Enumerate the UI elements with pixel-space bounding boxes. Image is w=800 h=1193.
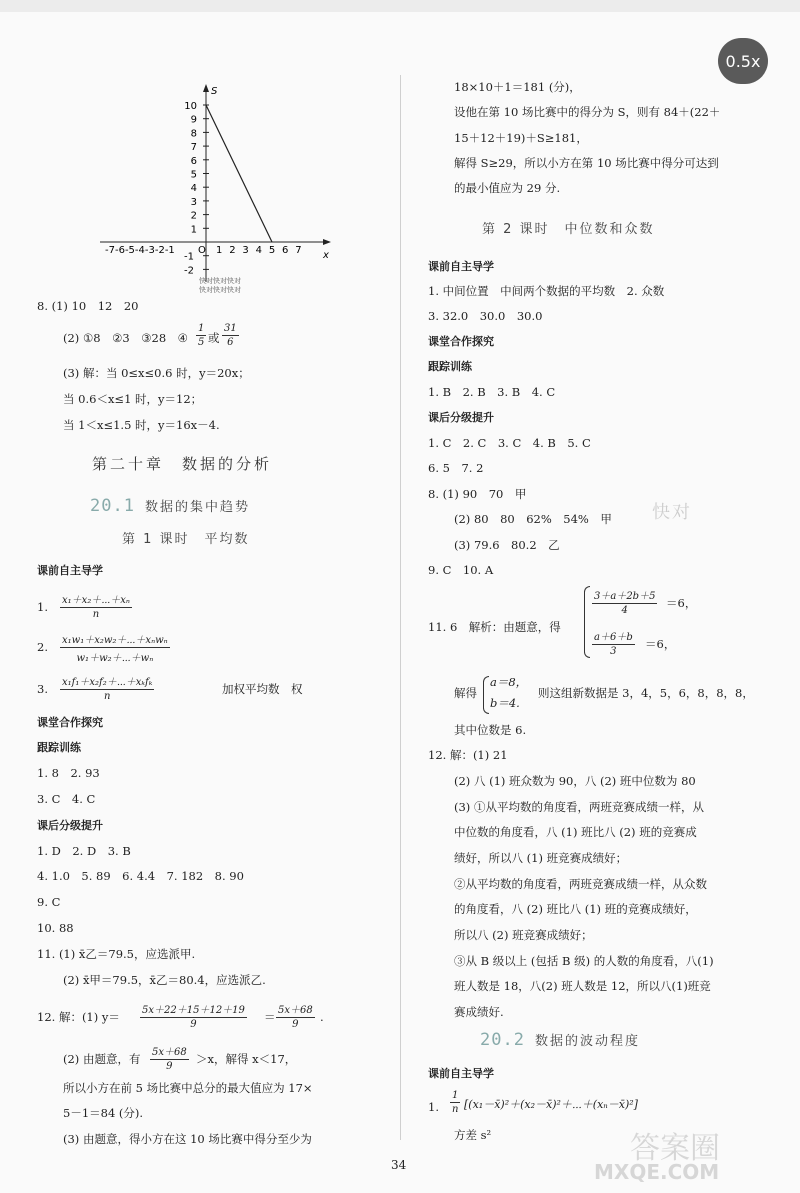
equals-sign: ＝ <box>264 1010 276 1024</box>
period: . <box>320 1010 324 1024</box>
right-line-5: 的最小值应为 29 分. <box>454 181 561 195</box>
watermark-site: MXQE.COM <box>594 1160 720 1184</box>
solution-brace <box>483 676 489 714</box>
x-tick-label: 4 <box>255 245 262 256</box>
after-answers-r3: 8. (1) 90 70 甲 <box>428 487 527 501</box>
y-tick-label: 4 <box>190 183 197 195</box>
variance-term: 方差 s² <box>454 1128 492 1142</box>
fraction-y-simplified: $\frac{5x+68}{9}$ <box>276 1001 315 1030</box>
answer-12-r-5: 绩好，所以八 (1) 班竞赛成绩好； <box>454 851 628 865</box>
p3-tail: 加权平均数 权 <box>222 682 303 696</box>
x-tick-label: 3 <box>242 245 249 256</box>
answer-8-3: (3) 解：当 0≤x≤0.6 时，y＝20x； <box>63 366 250 380</box>
after-answers-3: 9. C <box>37 895 61 909</box>
section-title-20-1: 20.1 数据的集中趋势 <box>90 496 250 516</box>
answer-11-head: 11. 6 解析：由题意，得 <box>428 620 561 634</box>
solution-a: a＝8， <box>490 675 528 689</box>
after-answers-2: 4. 1.0 5. 89 6. 4.4 7. 182 8. 90 <box>37 869 244 883</box>
answer-12-3-line1: (3) 由题意，得小方在这 10 场比赛中得分至少为 <box>63 1132 312 1146</box>
answer-11-median: 其中位数是 6. <box>454 723 527 737</box>
after-answers-6: (2) x̄甲＝79.5，x̄乙＝80.4，应选派乙. <box>63 973 266 987</box>
answer-11-solve: 解得 <box>454 686 477 700</box>
pre-answers-2: 3. 32.0 30.0 30.0 <box>428 309 543 323</box>
watermark-daan: 答案圈 <box>630 1131 720 1166</box>
y-tick-label: 10 <box>184 101 197 112</box>
after-answers-1: 1. D 2. D 3. B <box>37 844 131 858</box>
pre-answers-1: 1. 中间位置 中间两个数据的平均数 2. 众数 <box>428 284 665 298</box>
fraction-y-expression: $\frac{5x+22+15+12+19}{9}$ <box>140 1001 247 1030</box>
fraction-1-5: $\frac{1}{5}$ <box>198 323 205 348</box>
heading-tracking-2: 跟踪训练 <box>428 360 472 373</box>
equation-1-fraction: $\frac{3+a+2b+5}{4}$ <box>592 587 657 616</box>
right-line-4: 解得 S≥29，所以小方在第 10 场比赛中得分可达到 <box>454 156 719 170</box>
x-tick-label: 7 <box>295 245 302 256</box>
lesson-title-2: 第 2 课时 中位数和众数 <box>482 222 655 237</box>
equation-1-rhs: ＝6， <box>666 596 697 610</box>
lesson-title-1: 第 1 课时 平均数 <box>122 532 250 547</box>
heading-after-class: 课后分级提升 <box>37 819 103 832</box>
answer-12-head: 12. 解：(1) y＝ <box>37 1010 120 1024</box>
formula-mean: $\frac{\text{x₁＋x₂＋⋯＋xₙ}}{n}$ <box>60 591 132 620</box>
top-bar <box>0 0 800 12</box>
answer-8-2-or: 或 <box>208 331 220 345</box>
answer-11-tail: 则这组新数据是 3，4，5，6，8，8，8， <box>538 686 754 700</box>
fraction-31-6: $\frac{31}{6}$ <box>224 323 237 348</box>
after-answers-r5: (3) 79.6 80.2 乙 <box>454 538 560 552</box>
y-tick-label: -1 <box>184 251 194 263</box>
watermark-text: 快对快对快对 <box>199 286 241 294</box>
right-line-3: 15＋12＋19)＋S≥181， <box>454 131 588 145</box>
answer-12-r-6: ②从平均数的角度看，两班竞赛成绩一样，从众数 <box>454 877 707 891</box>
heading-class-coop-2: 课堂合作探究 <box>428 335 494 348</box>
y-tick-label: 2 <box>190 210 197 222</box>
answer-12-r-8: 所以八 (2) 班竞赛成绩好； <box>454 928 593 942</box>
y-tick-label: 1 <box>190 224 197 236</box>
heading-class-coop: 课堂合作探究 <box>37 716 103 729</box>
answer-12-r-head: 12. 解：(1) 21 <box>428 748 508 762</box>
after-answers-5: 11. (1) x̄乙＝79.5，应选派甲. <box>37 947 196 961</box>
y-tick-label: 7 <box>190 142 197 154</box>
system-brace <box>584 586 590 658</box>
y-axis-label: S <box>211 86 218 97</box>
right-line-1: 18×10＋1＝181 (分)， <box>454 80 581 94</box>
answer-12-r-11: 赛成绩好. <box>454 1005 504 1019</box>
formula-weighted-mean: x₁w₁＋x₂w₂＋⋯＋xₙwₙ w₁＋w₂＋⋯＋wₙ <box>60 631 170 664</box>
answer-12-r-7: 的角度看，八 (2) 班比八 (1) 班的竞赛成绩好， <box>454 902 697 916</box>
x-tick-label: 1 <box>216 245 223 256</box>
answer-12-r-9: ③从 B 级以上 (包括 B 级) 的人数的角度看，八(1) <box>454 954 714 968</box>
answer-12-2-tail: ＞x，解得 x＜17， <box>196 1052 297 1066</box>
watermark-kuaidui: 快对 <box>652 502 692 523</box>
x-tick-labels-negative: -7-6-5-4-3-2-1 <box>105 245 175 256</box>
heading-pre-study-3: 课前自主导学 <box>428 1067 494 1080</box>
tracking-answers-2: 3. C 4. C <box>37 792 96 806</box>
chapter-title: 第二十章 数据的分析 <box>92 455 273 473</box>
answer-8-4: 当 0.6＜x≤1 时，y＝12； <box>63 392 203 406</box>
tracking-answers-1: 1. 8 2. 93 <box>37 766 100 780</box>
p2-label: 2. <box>37 640 48 654</box>
equation-2-fraction: $\frac{a+6+b}{3}$ <box>592 628 635 657</box>
answer-12-2-line3: 5－1＝84 (分). <box>63 1106 144 1120</box>
variance-formula: [(x₁－x̄)²＋(x₂－x̄)²＋⋯＋(xₙ－x̄)²] <box>464 1098 638 1111</box>
answer-8-5: 当 1＜x≤1.5 时，y＝16x－4. <box>63 418 220 432</box>
answer-8-2: (2) ①8 ②3 ③28 ④ <box>63 331 188 345</box>
tracking-answers-r1: 1. B 2. B 3. B 4. C <box>428 385 556 399</box>
answer-12-r-4: 中位数的角度看，八 (1) 班比八 (2) 班的竞赛成 <box>454 825 697 839</box>
y-tick-label: -2 <box>184 265 194 277</box>
y-tick-label: 6 <box>190 155 197 167</box>
answer-12-r-10: 班人数是 18，八(2) 班人数是 12，所以八(1)班竞 <box>454 979 711 993</box>
fraction-one-over-n: $\frac{1}{n}$ <box>451 1090 459 1115</box>
equation-2-rhs: ＝6， <box>645 637 676 651</box>
heading-pre-study: 课前自主导学 <box>37 564 103 577</box>
answer-12-r-3: (3) ①从平均数的角度看，两班竞赛成绩一样，从 <box>454 800 704 814</box>
answer-8-1: 8. (1) 10 12 20 <box>37 299 139 313</box>
answer-12-2-line2: 所以小方在前 5 场比赛中总分的最大值应为 17× <box>63 1081 313 1095</box>
answer-12-r-2: (2) 八 (1) 班众数为 90，八 (2) 班中位数为 80 <box>454 774 696 788</box>
x-axis-label: x <box>323 250 329 261</box>
page-number: 34 <box>391 1158 407 1172</box>
fraction-inequality: $\frac{5x+68}{9}$ <box>150 1043 189 1072</box>
solution-b: b＝4. <box>490 696 520 710</box>
p3-label: 3. <box>37 682 48 696</box>
variance-label: 1. <box>428 1100 439 1114</box>
y-tick-label: 5 <box>190 169 197 181</box>
after-answers-r6: 9. C 10. A <box>428 563 494 577</box>
heading-after-class-2: 课后分级提升 <box>428 411 494 424</box>
y-tick-label: 8 <box>190 128 197 140</box>
y-tick-label: 3 <box>190 196 197 208</box>
coordinate-graph <box>95 82 335 302</box>
formula-frequency-mean: x₁f₁＋x₂f₂＋⋯＋xₖfₖ n <box>60 673 154 702</box>
zoom-level-button[interactable]: 0.5x <box>718 38 768 84</box>
y-tick-label: 9 <box>190 114 197 126</box>
right-line-2: 设他在第 10 场比赛中的得分为 S，则有 84＋(22＋ <box>454 105 721 119</box>
x-tick-label: 5 <box>268 245 276 256</box>
answer-12-2-head: (2) 由题意，有 <box>63 1052 141 1066</box>
p1-label: 1. <box>37 600 48 614</box>
section-title-20-2: 20.2 数据的波动程度 <box>480 1030 640 1050</box>
x-tick-label: 2 <box>229 245 236 256</box>
heading-pre-study-2: 课前自主导学 <box>428 260 494 273</box>
after-answers-4: 10. 88 <box>37 921 74 935</box>
after-answers-r4: (2) 80 80 62% 54% 甲 <box>454 512 612 526</box>
after-answers-r1: 1. C 2. C 3. C 4. B 5. C <box>428 436 591 450</box>
heading-tracking: 跟踪训练 <box>37 741 81 754</box>
column-divider <box>400 75 401 1140</box>
watermark-text: 快对快对快对 <box>199 277 241 285</box>
x-tick-label: 6 <box>282 245 289 256</box>
after-answers-r2: 6. 5 7. 2 <box>428 461 484 475</box>
origin-label: O <box>198 245 206 256</box>
